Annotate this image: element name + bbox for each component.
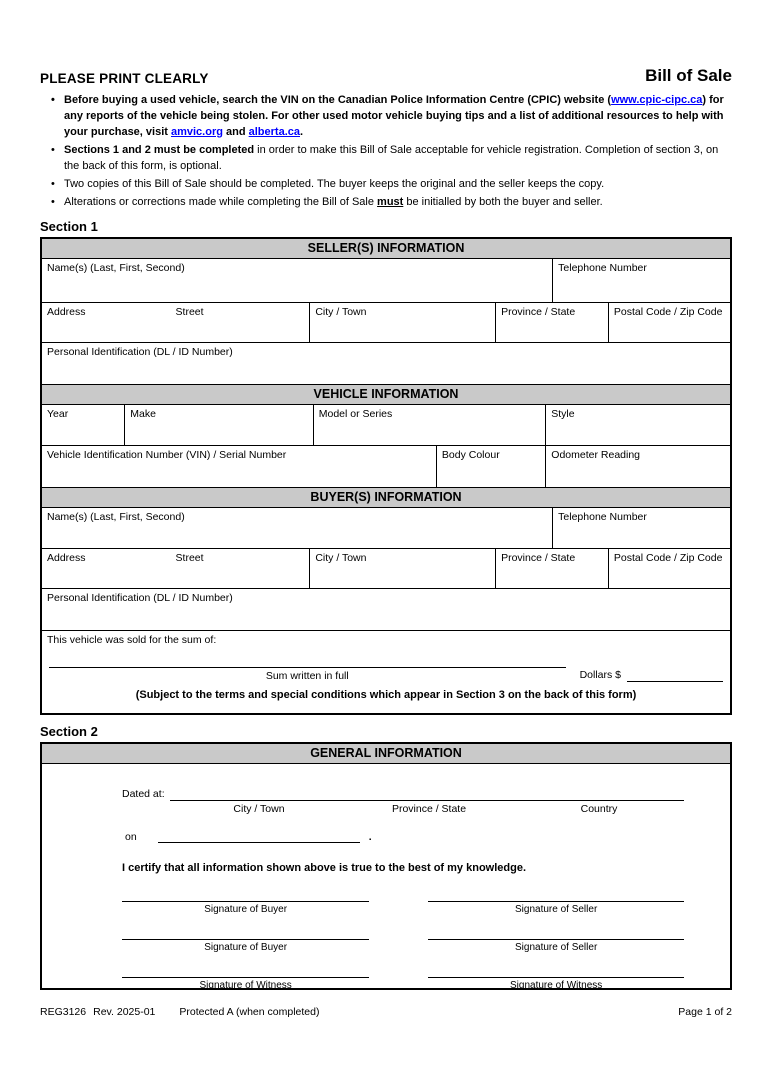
certify-statement: I certify that all information shown above is true to the best of my knowledge. — [122, 862, 527, 874]
dated-country-label: Country — [580, 803, 618, 815]
bullet-two-copies: • Two copies of this Bill of Sale should be completed. The buyer keeps the original and the seller keeps the copy. — [40, 176, 732, 192]
seller-phone-field[interactable] — [553, 259, 730, 302]
seller-street-field[interactable] — [42, 303, 310, 342]
dated-at-field[interactable] — [170, 788, 684, 801]
vehicle-make-label: Make — [130, 408, 156, 420]
seller-street-label: Street — [175, 306, 204, 318]
seller-name-label: Name(s) (Last, First, Second) — [47, 262, 185, 274]
buyer-province-field[interactable] — [496, 549, 609, 588]
buyer-information-header: BUYER(S) INFORMATION — [42, 488, 730, 508]
bullet-sections-required: • Sections 1 and 2 must be completed in order to make this Bill of Sale acceptable for vehicle registration. Completion of section 3, on the back of this form, is optional. — [40, 142, 732, 174]
general-information-header: GENERAL INFORMATION — [42, 744, 730, 764]
buyer-street-label: Street — [175, 552, 204, 564]
page-title: Bill of Sale — [645, 66, 732, 85]
signature-of-seller-label-2: Signature of Seller — [515, 942, 598, 953]
form-revision: Rev. 2025-01 — [93, 1006, 156, 1018]
protected-label: Protected A (when completed) — [179, 1006, 320, 1018]
dated-at-label: Dated at: — [122, 788, 165, 800]
subject-note: (Subject to the terms and special conditions which appear in Section 3 on the back of this form) — [135, 689, 637, 701]
vehicle-year-label: Year — [47, 408, 69, 420]
buyer-city-field[interactable] — [310, 549, 496, 588]
date-field[interactable] — [158, 830, 360, 843]
seller-phone-label: Telephone Number — [558, 262, 647, 274]
on-label: on — [125, 831, 137, 843]
signature-of-witness-label-2: Signature of Witness — [510, 980, 603, 991]
vehicle-colour-label: Body Colour — [441, 449, 500, 461]
vehicle-model-label: Model or Series — [318, 408, 393, 420]
signature-of-witness-label-1: Signature of Witness — [199, 980, 292, 991]
buyer-address-label: Address — [47, 552, 86, 564]
witness-signature-field-1[interactable] — [122, 977, 369, 991]
seller-address-label: Address — [47, 306, 86, 318]
section1-table — [40, 237, 732, 715]
vehicle-model-field[interactable] — [314, 405, 547, 445]
buyer-name-field[interactable] — [42, 508, 553, 548]
seller-city-label: City / Town — [315, 306, 367, 318]
seller-city-field[interactable] — [310, 303, 496, 342]
sum-label: This vehicle was sold for the sum of: — [47, 634, 217, 646]
bullet-cpic-notice: • Before buying a used vehicle, search the VIN on the Canadian Police Information Centre (CPIC) website (www.cpic-cipc.ca) for any reports of the vehicle being stolen. For other used motor vehicle buying tips and a list of additional resources to help with your purchase, visit amvic.org and alberta.ca. — [40, 92, 732, 140]
sum-caption: Sum written in full — [265, 670, 349, 682]
signature-of-buyer-label-2: Signature of Buyer — [204, 942, 288, 953]
signature-column-right — [428, 901, 684, 1015]
vehicle-style-field[interactable] — [546, 405, 730, 445]
seller-id-label: Personal Identification (DL / ID Number) — [47, 346, 233, 358]
dollars-amount-field[interactable] — [627, 668, 723, 682]
sale-sum-section — [42, 631, 730, 713]
bullet-alterations: • Alterations or corrections made while completing the Bill of Sale must be initialled by both the buyer and seller. — [40, 194, 732, 210]
cpic-link[interactable]: www.cpic-cipc.ca — [611, 94, 703, 106]
buyer-street-field[interactable] — [42, 549, 310, 588]
intro-bullet-list — [40, 92, 732, 210]
seller-signature-field-1[interactable] — [428, 901, 684, 915]
form-number: REG3126 — [40, 1006, 87, 1018]
buyer-postal-label: Postal Code / Zip Code — [613, 552, 723, 564]
vehicle-year-field[interactable] — [42, 405, 125, 445]
page-number: Page 1 of 2 — [678, 1006, 732, 1018]
buyer-city-label: City / Town — [315, 552, 367, 564]
vehicle-odometer-field[interactable] — [546, 446, 730, 487]
seller-signature-field-2[interactable] — [428, 939, 684, 953]
vehicle-information-header: VEHICLE INFORMATION — [42, 385, 730, 405]
signature-of-buyer-label-1: Signature of Buyer — [204, 904, 288, 915]
section2-table — [40, 742, 732, 990]
print-clearly-heading: PLEASE PRINT CLEARLY — [40, 71, 209, 86]
witness-signature-field-2[interactable] — [428, 977, 684, 991]
vehicle-odometer-label: Odometer Reading — [551, 449, 641, 461]
vehicle-vin-label: Vehicle Identification Number (VIN) / Serial Number — [47, 449, 287, 461]
sum-written-field[interactable] — [49, 654, 566, 668]
vehicle-make-field[interactable] — [125, 405, 314, 445]
seller-id-field[interactable] — [42, 343, 730, 384]
signature-column-left — [122, 901, 369, 1015]
seller-postal-label: Postal Code / Zip Code — [613, 306, 723, 318]
buyer-id-label: Personal Identification (DL / ID Number) — [47, 592, 233, 604]
alberta-link[interactable]: alberta.ca — [248, 126, 300, 138]
buyer-name-label: Name(s) (Last, First, Second) — [47, 511, 185, 523]
buyer-phone-field[interactable] — [553, 508, 730, 548]
buyer-phone-label: Telephone Number — [558, 511, 647, 523]
seller-postal-field[interactable] — [609, 303, 730, 342]
dated-province-label: Province / State — [391, 803, 467, 815]
signature-of-seller-label-1: Signature of Seller — [515, 904, 598, 915]
seller-name-field[interactable] — [42, 259, 553, 302]
titlebar — [40, 66, 732, 86]
buyer-signature-field-2[interactable] — [122, 939, 369, 953]
seller-information-header: SELLER(S) INFORMATION — [42, 239, 730, 259]
general-information-body — [42, 764, 730, 991]
buyer-signature-field-1[interactable] — [122, 901, 369, 915]
dollars-label: Dollars $ — [579, 669, 621, 681]
vehicle-style-label: Style — [551, 408, 575, 420]
buyer-id-field[interactable] — [42, 589, 730, 630]
amvic-link[interactable]: amvic.org — [170, 126, 223, 138]
vehicle-colour-field[interactable] — [437, 446, 546, 487]
seller-province-label: Province / State — [501, 306, 576, 318]
seller-province-field[interactable] — [496, 303, 609, 342]
section2-heading: Section 2 — [40, 724, 98, 739]
period: . — [368, 831, 372, 843]
dated-city-label: City / Town — [233, 803, 285, 815]
buyer-province-label: Province / State — [501, 552, 576, 564]
buyer-postal-field[interactable] — [609, 549, 730, 588]
vehicle-vin-field[interactable] — [42, 446, 437, 487]
section1-heading: Section 1 — [40, 219, 98, 234]
